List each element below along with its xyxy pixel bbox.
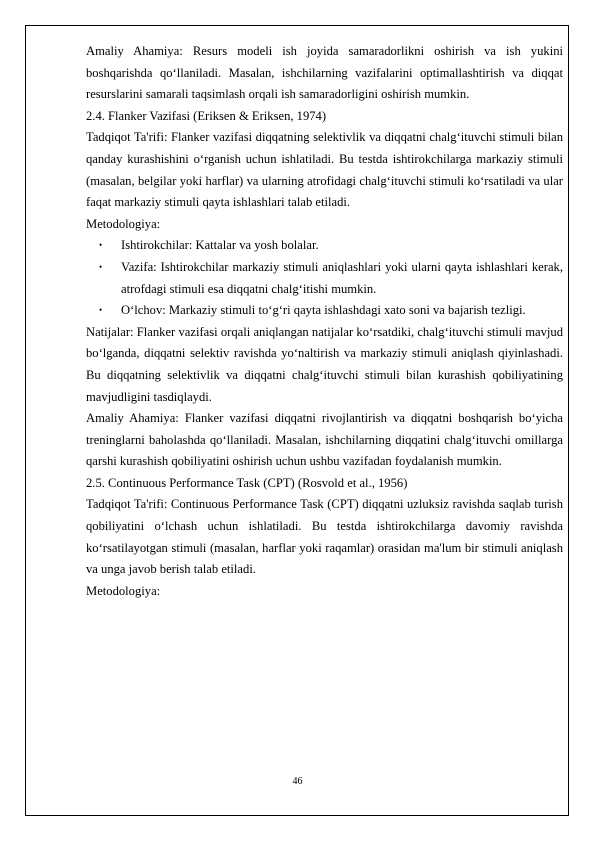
section-heading-flanker-task: 2.4. Flanker Vazifasi (Eriksen & Eriksen, 1974) xyxy=(86,108,327,123)
methodology-list xyxy=(86,235,563,321)
methodology-label: Metodologiya: xyxy=(86,216,161,231)
section-heading-cpt: 2.5. Continuous Performance Task (CPT) (Rosvold et al., 1956) xyxy=(86,475,408,490)
paragraph-cpt-definition: Tadqiqot Ta'rifi: Continuous Performance Task (CPT) diqqatni uzluksiz ravishda saqlab turish qobiliyatini o‘lchash uchun ishlatiladi. Bu testda ishtirokchilarga davomiy ravishda ko‘rsatilayotgan stimuli (masalan, harflar yoki raqamlar) orasidan ma'lum bir stimuli aniqlash va unga javob berish talab etiladi. xyxy=(86,497,563,577)
page-number: 46 xyxy=(292,776,303,787)
paragraph-flanker-definition: Tadqiqot Ta'rifi: Flanker vazifasi diqqatning selektivlik va diqqatni chalg‘ituvchi stimuli bilan qanday kurashishini o‘rganish uchun ishlatiladi. Bu testda ishtirokchilarga markaziy stimuli (masalan, belgilar yoki harflar) va ularning atrofidagi chalg‘ituvchi stimuli ko‘rsatiladi va ular faqat markaziy stimuli qayta ishlashlari talab etiladi. xyxy=(86,130,563,210)
list-item-text: Vazifa: Ishtirokchilar markaziy stimuli aniqlashlari yoki ularni qayta ishlashlari kerak, atrofdagi stimuli esa diqqatni chalg‘itishi mumkin. xyxy=(121,259,563,296)
list-item-text: Ishtirokchilar: Kattalar va yosh bolalar. xyxy=(121,238,319,253)
list-item xyxy=(86,235,563,257)
paragraph-practical-significance-resource-model: Amaliy Ahamiya: Resurs modeli ish joyida samaradorlikni oshirish va ish yukini boshqarishda qo‘llaniladi. Masalan, ishchilarning vazifalarini optimallashtirish va diqqat resurslarini samarali taqsimlash orqali ish samaradorligini oshirish mumkin. xyxy=(86,44,563,102)
list-item xyxy=(86,300,563,322)
bullet-icon: • xyxy=(99,305,103,316)
document-body xyxy=(86,41,563,602)
bullet-icon: • xyxy=(99,240,103,251)
paragraph-flanker-results: Natijalar: Flanker vazifasi orqali aniqlangan natijalar ko‘rsatdiki, chalg‘ituvchi stimuli mavjud bo‘lganda, diqqatni selektiv ravishda yo‘naltirish va markaziy stimuli aniqlash qiyinlashadi. Bu diqqatning selektivlik va diqqatni chalg‘ituvchi stimuli bilan kurashish qobiliyatining mavjudligini tasdiqlaydi. xyxy=(86,324,563,404)
bullet-icon: • xyxy=(99,261,103,272)
methodology-label: Metodologiya: xyxy=(86,583,161,598)
list-item xyxy=(86,257,563,300)
list-item-text: O‘lchov: Markaziy stimuli to‘g‘ri qayta ishlashdagi xato soni va bajarish tezligi. xyxy=(121,303,526,318)
paragraph-flanker-practical-significance: Amaliy Ahamiya: Flanker vazifasi diqqatni rivojlantirish va diqqatni boshqarish bo‘yicha treninglarni baholashda qo‘llaniladi. Masalan, ishchilarning diqqatini chalg‘ituvchi omillarga qarshi kurashish qobiliyatini oshirish uchun ushbu vazifadan foydalanish mumkin. xyxy=(86,411,563,469)
